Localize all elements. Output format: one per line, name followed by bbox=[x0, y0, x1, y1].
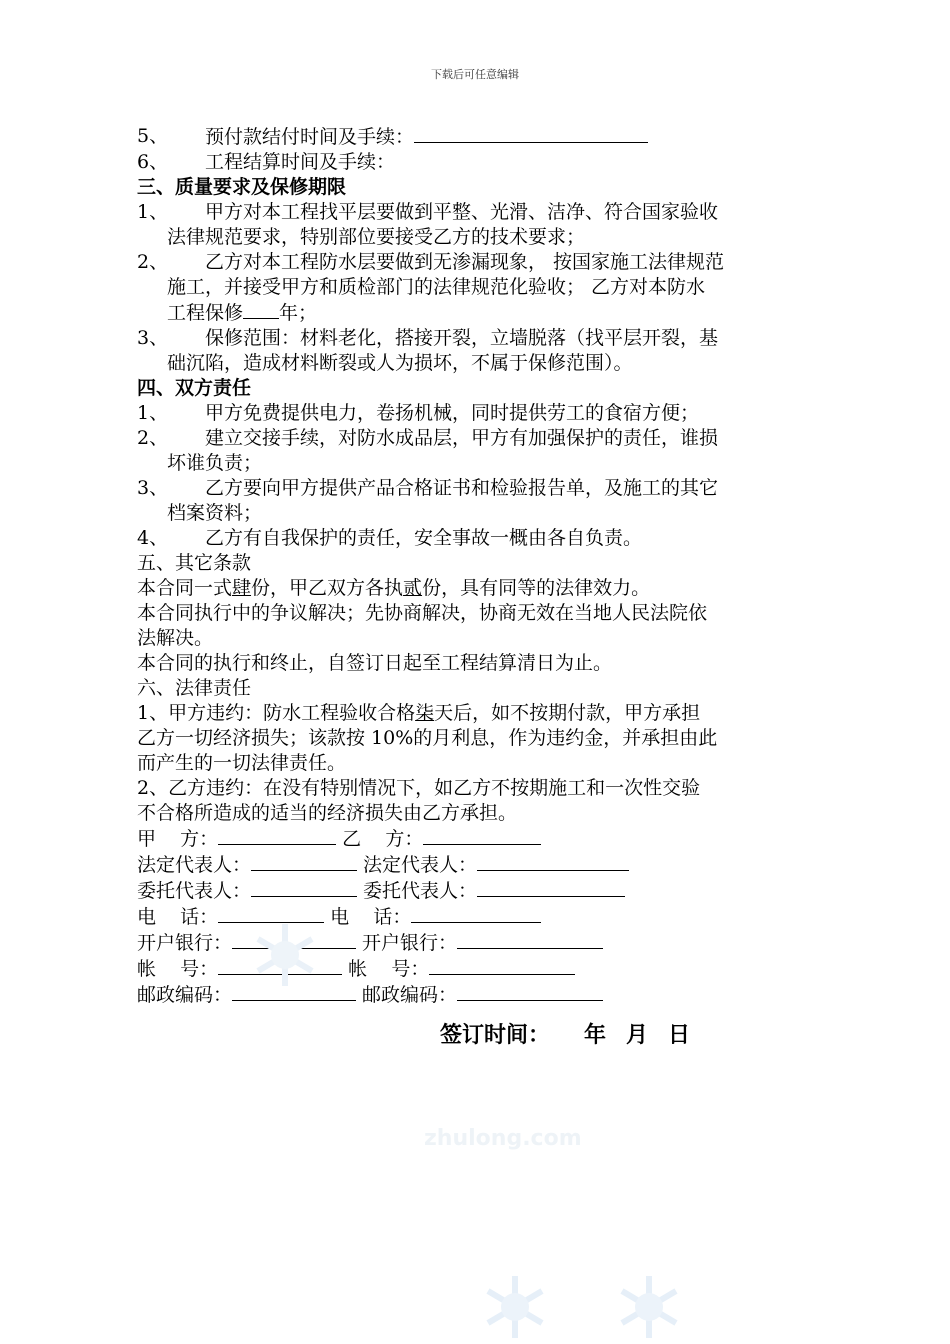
contract-body bbox=[137, 124, 817, 1008]
account-a-label: 帐 号： bbox=[137, 958, 219, 980]
payment-item-6 bbox=[137, 150, 817, 175]
item-text: 预付款结付时间及手续： bbox=[205, 126, 415, 148]
responsibility-item-3 bbox=[137, 476, 817, 501]
item-text: 乙方要向甲方提供产品合格证书和检验报告单，及施工的其它 bbox=[205, 477, 719, 499]
tel-b-field[interactable] bbox=[411, 904, 541, 923]
signature-row-tel bbox=[137, 904, 817, 930]
item-text: 保修范围：材料老化，搭接开裂，立墙脱落（找平层开裂，基 bbox=[205, 327, 719, 349]
signature-row-zip bbox=[137, 982, 817, 1008]
snowflake-watermark-icon bbox=[480, 1272, 550, 1342]
responsibility-item-2 bbox=[137, 426, 817, 451]
termination-clause: 本合同的执行和终止，自签订日起至工程结算清日为止。 bbox=[137, 652, 613, 674]
party-a-label: 甲 方： bbox=[137, 828, 219, 850]
copies-total: 肆 bbox=[232, 577, 252, 599]
page-header-note: 下载后可任意编辑 bbox=[431, 68, 519, 81]
section-title-other: 五、其它条款 bbox=[137, 552, 252, 574]
payment-item-5 bbox=[137, 124, 817, 150]
responsibility-item-1 bbox=[137, 401, 817, 426]
fill-in-blank[interactable] bbox=[414, 124, 648, 143]
item-number: 2、 bbox=[137, 251, 169, 273]
party-b-label: 乙 方： bbox=[342, 828, 424, 850]
item-text: 乙方对本工程防水层要做到无渗漏现象， 按国家施工法律规范 bbox=[205, 251, 725, 273]
quality-item-3 bbox=[137, 326, 817, 351]
text-run: 份，甲乙双方各执 bbox=[251, 577, 404, 599]
agent-b-label: 委托代表人： bbox=[363, 880, 478, 902]
section-title-quality: 三、质量要求及保修期限 bbox=[137, 176, 347, 198]
dispute-clause: 本合同执行中的争议解决；先协商解决，协商无效在当地人民法院依 bbox=[137, 602, 708, 624]
item-text: 工程结算时间及手续： bbox=[205, 151, 396, 173]
tel-b-label: 电 话： bbox=[330, 906, 412, 928]
quality-item-1 bbox=[137, 200, 817, 225]
party-b-field[interactable] bbox=[423, 826, 541, 845]
party-a-breach-continued: 乙方一切经济损失；该款按 10%的月利息，作为违约金，并承担由此 bbox=[137, 727, 718, 749]
item-text-continued: 法律规范要求，特别部位要接受乙方的技术要求； bbox=[167, 226, 586, 248]
rep-b-label: 法定代表人： bbox=[363, 854, 478, 876]
item-text: 甲方对本工程找平层要做到平整、光滑、洁净、符合国家验收 bbox=[205, 201, 719, 223]
signature-row-bank bbox=[137, 930, 817, 956]
days-count: 柒 bbox=[415, 702, 435, 724]
item-number: 5、 bbox=[137, 125, 169, 147]
sign-date-day: 日 bbox=[668, 1023, 691, 1048]
text-run: 天后，如不按期付款，甲方承担 bbox=[434, 702, 701, 724]
snowflake-watermark-icon bbox=[250, 920, 320, 990]
item-number: 2、 bbox=[137, 427, 169, 449]
agent-a-field[interactable] bbox=[251, 878, 357, 897]
item-text-continued bbox=[137, 300, 817, 326]
account-b-label: 帐 号： bbox=[348, 958, 430, 980]
item-text-continued: 施工，并接受甲方和质检部门的法律规范化验收； 乙方对本防水 bbox=[167, 276, 706, 298]
item-number: 1、 bbox=[137, 201, 169, 223]
watermark-text: zhulong.com bbox=[424, 1126, 582, 1151]
item-text: 乙方有自我保护的责任，安全事故一概由各自负责。 bbox=[205, 527, 643, 549]
sign-date bbox=[440, 1018, 690, 1049]
rep-a-field[interactable] bbox=[251, 852, 357, 871]
bank-b-field[interactable] bbox=[457, 930, 603, 949]
signature-row-rep bbox=[137, 852, 817, 878]
item-text: 建立交接手续，对防水成品层，甲方有加强保护的责任，谁损 bbox=[205, 427, 719, 449]
item-number: 6、 bbox=[137, 151, 169, 173]
copies-clause bbox=[137, 576, 817, 601]
warranty-years-blank[interactable] bbox=[243, 300, 279, 319]
zip-b-label: 邮政编码： bbox=[362, 984, 458, 1006]
item-text: 甲方免费提供电力，卷扬机械，同时提供劳工的食宿方便； bbox=[205, 402, 700, 424]
account-b-field[interactable] bbox=[429, 956, 575, 975]
party-a-breach bbox=[137, 701, 817, 726]
sign-date-month: 月 bbox=[626, 1023, 649, 1048]
agent-a-label: 委托代表人： bbox=[137, 880, 252, 902]
text-run: 1、甲方违约：防水工程验收合格 bbox=[137, 702, 416, 724]
section-title-liability: 六、法律责任 bbox=[137, 677, 252, 699]
quality-item-2 bbox=[137, 250, 817, 275]
party-a-field[interactable] bbox=[218, 826, 336, 845]
tel-a-label: 电 话： bbox=[137, 906, 219, 928]
dispute-clause-continued: 法解决。 bbox=[137, 627, 214, 649]
item-number: 3、 bbox=[137, 327, 169, 349]
party-b-breach: 2、乙方违约：在没有特别情况下，如乙方不按期施工和一次性交验 bbox=[137, 777, 701, 799]
rep-b-field[interactable] bbox=[477, 852, 629, 871]
party-a-breach-continued: 而产生的一切法律责任。 bbox=[137, 752, 347, 774]
warranty-label: 工程保修 bbox=[167, 302, 244, 324]
item-text-continued: 础沉陷，造成材料断裂或人为损坏，不属于保修范围）。 bbox=[167, 352, 633, 374]
text-run: 份，具有同等的法律效力。 bbox=[422, 577, 651, 599]
copies-each: 贰 bbox=[403, 577, 423, 599]
zip-a-label: 邮政编码： bbox=[137, 984, 233, 1006]
item-number: 3、 bbox=[137, 477, 169, 499]
signature-row-account bbox=[137, 956, 817, 982]
rep-a-label: 法定代表人： bbox=[137, 854, 252, 876]
party-b-breach-continued: 不合格所造成的适当的经济损失由乙方承担。 bbox=[137, 802, 518, 824]
warranty-unit: 年； bbox=[279, 302, 318, 324]
snowflake-watermark-icon bbox=[614, 1272, 684, 1342]
sign-date-year: 年 bbox=[584, 1023, 607, 1048]
bank-a-label: 开户银行： bbox=[137, 932, 233, 954]
section-title-responsibility: 四、双方责任 bbox=[137, 377, 252, 399]
signature-row-agent bbox=[137, 878, 817, 904]
sign-date-label: 签订时间： bbox=[440, 1023, 551, 1048]
agent-b-field[interactable] bbox=[477, 878, 625, 897]
bank-b-label: 开户银行： bbox=[362, 932, 458, 954]
item-number: 1、 bbox=[137, 402, 169, 424]
item-text-continued: 坏谁负责； bbox=[167, 452, 263, 474]
item-text-continued: 档案资料； bbox=[167, 502, 263, 524]
zip-b-field[interactable] bbox=[457, 982, 603, 1001]
text-run: 本合同一式 bbox=[137, 577, 233, 599]
signature-row-party bbox=[137, 826, 817, 852]
item-number: 4、 bbox=[137, 527, 169, 549]
responsibility-item-4 bbox=[137, 526, 817, 551]
